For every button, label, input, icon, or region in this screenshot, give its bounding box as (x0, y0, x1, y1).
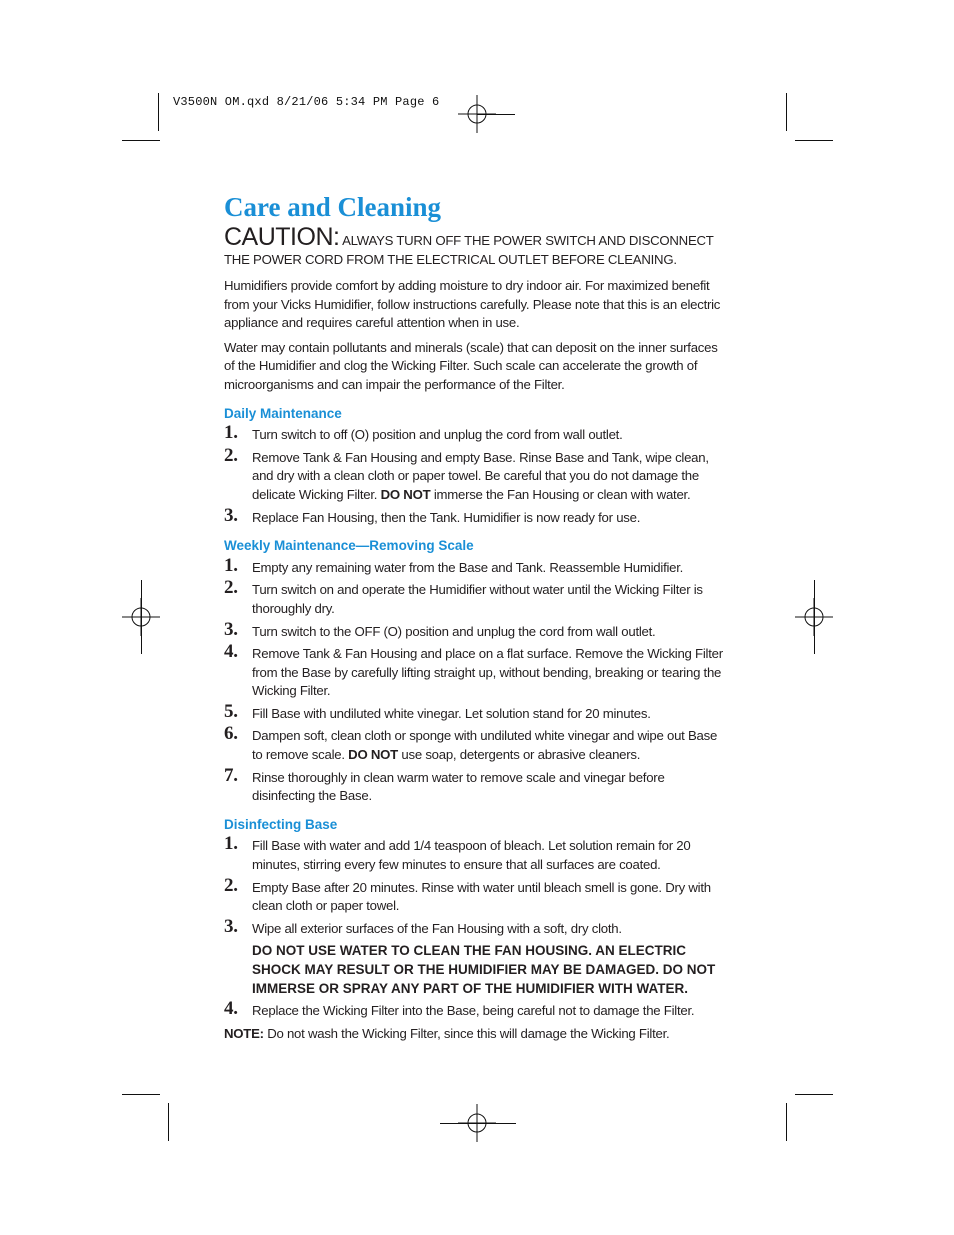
caution-text: ALWAYS TURN OFF THE POWER SWITCH AND DISCONNECT THE POWER CORD FROM THE ELECTRICAL OUTLET BEFORE CLEANING. (224, 233, 714, 267)
daily-steps-list (224, 422, 730, 527)
list-item (224, 700, 730, 724)
step-text: Empty any remaining water from the Base and Tank. Reassemble Humidifier. (252, 559, 684, 575)
step-number: 3. (224, 504, 238, 526)
step-number: 3. (224, 618, 238, 640)
intro-paragraph: Water may contain pollutants and minerals (scale) that can deposit on the inner surfaces of the Humidifier and clog the Wicking Filter. Such scale can accelerate the growth of microorganisms and can impair the performance of the Filter. (224, 339, 718, 392)
registration-line-left (141, 580, 142, 654)
list-item (224, 833, 730, 874)
step-text: Wipe all exterior surfaces of the Fan Housing with a soft, dry cloth. (252, 920, 622, 936)
weekly-maintenance-heading: Weekly Maintenance—Removing Scale (224, 538, 474, 554)
step-text: Remove Tank & Fan Housing and place on a flat surface. Remove the Wicking Filter from the Base by carefully lifting straight up, without bending, breaking or tearing the Wicking Filter. (252, 646, 723, 699)
step-number: 5. (224, 700, 238, 722)
registration-line-bottom (440, 1123, 516, 1124)
step-number: 3. (224, 915, 238, 937)
step-number: 1. (224, 554, 238, 576)
print-slug: V3500N OM.qxd 8/21/06 5:34 PM Page 6 (173, 95, 440, 109)
step-text-after: use soap, detergents or abrasive cleaners. (401, 747, 641, 763)
list-item (224, 874, 730, 916)
registration-line-top (477, 114, 515, 115)
step-emphasis: DO NOT (380, 486, 431, 502)
list-item (224, 998, 730, 1021)
note (224, 1025, 730, 1044)
step-emphasis: DO NOT (348, 747, 398, 763)
step-text: Fill Base with undiluted white vinegar. Let solution stand for 20 minutes. (252, 705, 651, 721)
intro-paragraph: Humidifiers provide comfort by adding moisture to dry indoor air. For maximized benefit from your Vicks Humidifier, follow instructions carefully. Please note that this is an electric appliance and requires careful attention when in use. (224, 278, 721, 331)
step-number: 1. (224, 833, 238, 855)
crop-mark-bottom-left-v (168, 1103, 169, 1141)
page-content (224, 188, 730, 1049)
list-item (224, 504, 730, 528)
weekly-steps-list (224, 554, 730, 806)
step-text: Rinse thoroughly in clean warm water to remove scale and vinegar before disinfecting the Base. (252, 769, 665, 804)
step-number: 7. (224, 764, 238, 786)
list-item (224, 764, 730, 806)
caution-label: CAUTION: (224, 223, 340, 251)
step-number: 4. (224, 641, 238, 663)
crop-mark-top-right-h (795, 140, 833, 141)
disinfecting-base-heading: Disinfecting Base (224, 816, 338, 832)
crop-mark-bottom-left-h (122, 1094, 160, 1095)
note-text: Do not wash the Wicking Filter, since this will damage the Wicking Filter. (267, 1025, 670, 1041)
step-number: 2. (224, 577, 238, 599)
crop-mark-top-left-v (158, 93, 159, 131)
list-item (224, 554, 730, 578)
daily-maintenance-heading: Daily Maintenance (224, 405, 342, 421)
crop-mark-bottom-right-h (795, 1094, 833, 1095)
step-number: 2. (224, 444, 238, 466)
step-number: 2. (224, 874, 238, 896)
list-item (224, 641, 730, 701)
caution-block (224, 223, 730, 269)
list-item (224, 444, 730, 505)
step-text: Turn switch on and operate the Humidifier without water until the Wicking Filter is thoroughly dry. (252, 582, 703, 616)
list-item (224, 422, 730, 445)
step-text: Dampen soft, clean cloth or sponge with undiluted white vinegar and wipe out Base to remove scale. (252, 728, 718, 763)
crop-mark-bottom-right-v (786, 1103, 787, 1141)
step-text: Replace the Wicking Filter into the Base, being careful not to damage the Filter. (252, 1003, 695, 1019)
registration-line-right (814, 580, 815, 654)
disinfect-steps-list-cont (224, 998, 730, 1021)
list-item (224, 915, 730, 939)
step-number: 6. (224, 723, 238, 745)
step-text: Turn switch to off (O) position and unplug the cord from wall outlet. (252, 427, 623, 443)
note-label: NOTE: (224, 1025, 264, 1041)
step-text-after: immerse the Fan Housing or clean with water. (433, 486, 691, 502)
list-item (224, 723, 730, 764)
step-number: 4. (224, 998, 238, 1020)
step-number: 1. (224, 422, 238, 444)
step-text: Turn switch to the OFF (O) position and unplug the cord from wall outlet. (252, 623, 656, 639)
step-text: Replace Fan Housing, then the Tank. Humidifier is now ready for use. (252, 509, 641, 525)
list-item (224, 577, 730, 618)
crop-mark-top-left-h (122, 140, 160, 141)
electric-shock-warning: DO NOT USE WATER TO CLEAN THE FAN HOUSING. AN ELECTRIC SHOCK MAY RESULT OR THE HUMIDIFIER MAY BE DAMAGED. DO NOT IMMERSE OR SPRAY ANY PART OF THE HUMIDIFIER WITH WATER. (252, 943, 716, 996)
list-item (224, 618, 730, 642)
disinfect-steps-list (224, 833, 730, 938)
page-title: Care and Cleaning (224, 192, 442, 222)
step-text: Empty Base after 20 minutes. Rinse with water until bleach smell is gone. Dry with clean cloth or paper towel. (252, 879, 711, 914)
step-text: Fill Base with water and add 1/4 teaspoon of bleach. Let solution remain for 20 minutes, stirring every few minutes to ensure that all surfaces are coated. (252, 838, 691, 873)
crop-mark-top-right-v (786, 93, 787, 131)
step-text: Remove Tank & Fan Housing and empty Base. Rinse Base and Tank, wipe clean, and dry with a clean cloth or paper towel. Be careful that you do not damage the delicate Wicking Filter. (252, 449, 709, 502)
